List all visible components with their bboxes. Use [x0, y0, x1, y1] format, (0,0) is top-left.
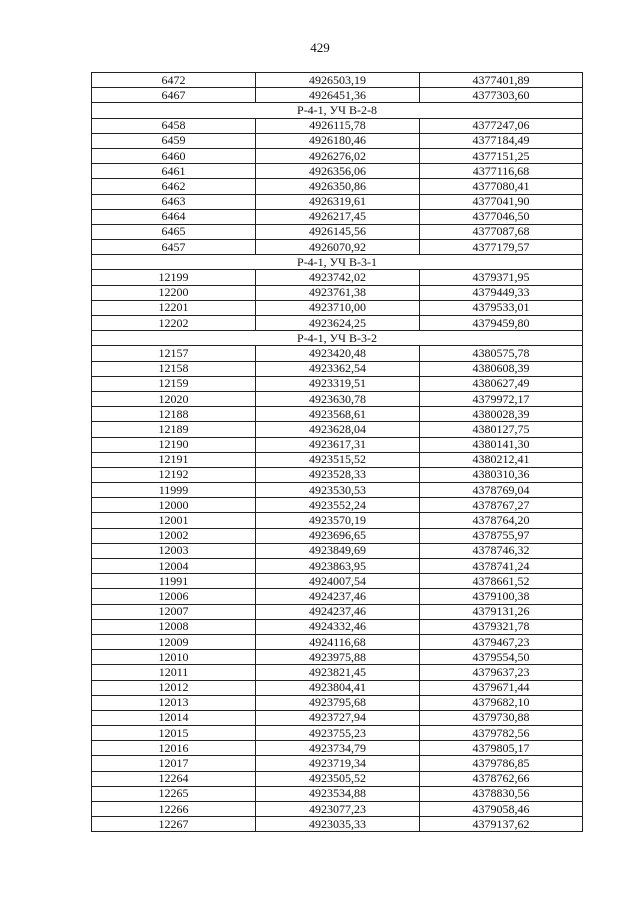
table-row	[92, 133, 583, 148]
x-coordinate-cell: 4923630,78	[256, 391, 420, 406]
point-number-cell: 12192	[92, 467, 256, 482]
y-coordinate-cell: 4377303,60	[420, 88, 583, 103]
point-number-cell: 6472	[92, 73, 256, 88]
x-coordinate-cell: 4923755,23	[256, 726, 420, 741]
x-coordinate-cell: 4923035,33	[256, 817, 420, 832]
table-row	[92, 650, 583, 665]
x-coordinate-cell: 4923742,02	[256, 270, 420, 285]
x-coordinate-cell: 4926180,46	[256, 133, 420, 148]
table-row	[92, 194, 583, 209]
table-row	[92, 483, 583, 498]
table-row	[92, 771, 583, 786]
x-coordinate-cell: 4923319,51	[256, 376, 420, 391]
y-coordinate-cell: 4379321,78	[420, 619, 583, 634]
point-number-cell: 12010	[92, 650, 256, 665]
table-row	[92, 680, 583, 695]
x-coordinate-cell: 4924237,46	[256, 589, 420, 604]
table-row	[92, 710, 583, 725]
point-number-cell: 12001	[92, 513, 256, 528]
x-coordinate-cell: 4923727,94	[256, 710, 420, 725]
table-row	[92, 73, 583, 88]
point-number-cell: 12188	[92, 407, 256, 422]
x-coordinate-cell: 4926276,02	[256, 148, 420, 163]
x-coordinate-cell: 4926319,61	[256, 194, 420, 209]
y-coordinate-cell: 4378830,56	[420, 786, 583, 801]
x-coordinate-cell: 4924237,46	[256, 604, 420, 619]
x-coordinate-cell: 4923568,61	[256, 407, 420, 422]
point-number-cell: 6467	[92, 88, 256, 103]
y-coordinate-cell: 4379131,26	[420, 604, 583, 619]
x-coordinate-cell: 4923863,95	[256, 559, 420, 574]
point-number-cell: 12264	[92, 771, 256, 786]
y-coordinate-cell: 4380575,78	[420, 346, 583, 361]
x-coordinate-cell: 4924332,46	[256, 619, 420, 634]
table-row	[92, 285, 583, 300]
y-coordinate-cell: 4380627,49	[420, 376, 583, 391]
point-number-cell: 12008	[92, 619, 256, 634]
y-coordinate-cell: 4377041,90	[420, 194, 583, 209]
table-row	[92, 741, 583, 756]
table-row	[92, 726, 583, 741]
y-coordinate-cell: 4379682,10	[420, 695, 583, 710]
x-coordinate-cell: 4923617,31	[256, 437, 420, 452]
y-coordinate-cell: 4380212,41	[420, 452, 583, 467]
table-row	[92, 164, 583, 179]
y-coordinate-cell: 4380028,39	[420, 407, 583, 422]
page-number: 429	[310, 40, 330, 55]
table-row	[92, 148, 583, 163]
x-coordinate-cell: 4923821,45	[256, 665, 420, 680]
y-coordinate-cell: 4379467,23	[420, 634, 583, 649]
point-number-cell: 12158	[92, 361, 256, 376]
x-coordinate-cell: 4923362,54	[256, 361, 420, 376]
y-coordinate-cell: 4377401,89	[420, 73, 583, 88]
section-header-row	[92, 103, 583, 118]
y-coordinate-cell: 4377184,49	[420, 133, 583, 148]
x-coordinate-cell: 4923761,38	[256, 285, 420, 300]
x-coordinate-cell: 4923628,04	[256, 422, 420, 437]
x-coordinate-cell: 4926115,78	[256, 118, 420, 133]
y-coordinate-cell: 4379805,17	[420, 741, 583, 756]
point-number-cell: 12009	[92, 634, 256, 649]
table-row	[92, 467, 583, 482]
point-number-cell: 6462	[92, 179, 256, 194]
table-row	[92, 88, 583, 103]
x-coordinate-cell: 4926070,92	[256, 240, 420, 255]
point-number-cell: 12012	[92, 680, 256, 695]
y-coordinate-cell: 4379449,33	[420, 285, 583, 300]
y-coordinate-cell: 4378661,52	[420, 574, 583, 589]
x-coordinate-cell: 4923505,52	[256, 771, 420, 786]
x-coordinate-cell: 4923849,69	[256, 543, 420, 558]
y-coordinate-cell: 4379459,80	[420, 316, 583, 331]
point-number-cell: 6463	[92, 194, 256, 209]
x-coordinate-cell: 4923530,53	[256, 483, 420, 498]
table-row	[92, 513, 583, 528]
table-row	[92, 224, 583, 239]
y-coordinate-cell: 4379782,56	[420, 726, 583, 741]
point-number-cell: 12003	[92, 543, 256, 558]
y-coordinate-cell: 4380608,39	[420, 361, 583, 376]
y-coordinate-cell: 4378767,27	[420, 498, 583, 513]
section-label: Р-4-1, УЧ В-3-1	[92, 255, 583, 270]
point-number-cell: 12017	[92, 756, 256, 771]
y-coordinate-cell: 4379972,17	[420, 391, 583, 406]
table-row	[92, 437, 583, 452]
point-number-cell: 12002	[92, 528, 256, 543]
x-coordinate-cell: 4923528,33	[256, 467, 420, 482]
point-number-cell: 12020	[92, 391, 256, 406]
table-row	[92, 422, 583, 437]
x-coordinate-cell: 4923804,41	[256, 680, 420, 695]
y-coordinate-cell: 4380310,36	[420, 467, 583, 482]
point-number-cell: 12200	[92, 285, 256, 300]
table-row	[92, 634, 583, 649]
point-number-cell: 12014	[92, 710, 256, 725]
coordinates-table-body	[92, 73, 583, 832]
section-header-row	[92, 255, 583, 270]
y-coordinate-cell: 4379533,01	[420, 300, 583, 315]
point-number-cell: 12190	[92, 437, 256, 452]
x-coordinate-cell: 4923975,88	[256, 650, 420, 665]
x-coordinate-cell: 4923420,48	[256, 346, 420, 361]
table-row	[92, 240, 583, 255]
y-coordinate-cell: 4377046,50	[420, 209, 583, 224]
table-row	[92, 786, 583, 801]
x-coordinate-cell: 4923795,68	[256, 695, 420, 710]
point-number-cell: 12007	[92, 604, 256, 619]
y-coordinate-cell: 4379730,88	[420, 710, 583, 725]
table-row	[92, 574, 583, 589]
point-number-cell: 12015	[92, 726, 256, 741]
point-number-cell: 6461	[92, 164, 256, 179]
coordinates-table	[91, 72, 583, 832]
table-row	[92, 346, 583, 361]
table-row	[92, 179, 583, 194]
x-coordinate-cell: 4926145,56	[256, 224, 420, 239]
point-number-cell: 12159	[92, 376, 256, 391]
x-coordinate-cell: 4923570,19	[256, 513, 420, 528]
point-number-cell: 12004	[92, 559, 256, 574]
y-coordinate-cell: 4379100,38	[420, 589, 583, 604]
y-coordinate-cell: 4377151,25	[420, 148, 583, 163]
point-number-cell: 12267	[92, 817, 256, 832]
point-number-cell: 6459	[92, 133, 256, 148]
y-coordinate-cell: 4377116,68	[420, 164, 583, 179]
y-coordinate-cell: 4379371,95	[420, 270, 583, 285]
table-row	[92, 528, 583, 543]
table-row	[92, 118, 583, 133]
x-coordinate-cell: 4923624,25	[256, 316, 420, 331]
y-coordinate-cell: 4378755,97	[420, 528, 583, 543]
point-number-cell: 11999	[92, 483, 256, 498]
point-number-cell: 12201	[92, 300, 256, 315]
point-number-cell: 12191	[92, 452, 256, 467]
point-number-cell: 12157	[92, 346, 256, 361]
table-row	[92, 543, 583, 558]
x-coordinate-cell: 4926217,45	[256, 209, 420, 224]
point-number-cell: 6458	[92, 118, 256, 133]
y-coordinate-cell: 4377087,68	[420, 224, 583, 239]
table-row	[92, 452, 583, 467]
x-coordinate-cell: 4923719,34	[256, 756, 420, 771]
table-row	[92, 361, 583, 376]
y-coordinate-cell: 4379058,46	[420, 802, 583, 817]
point-number-cell: 11991	[92, 574, 256, 589]
section-label: Р-4-1, УЧ В-2-8	[92, 103, 583, 118]
table-row	[92, 316, 583, 331]
x-coordinate-cell: 4923710,00	[256, 300, 420, 315]
point-number-cell: 6457	[92, 240, 256, 255]
y-coordinate-cell: 4378741,24	[420, 559, 583, 574]
table-row	[92, 604, 583, 619]
table-row	[92, 589, 583, 604]
point-number-cell: 12199	[92, 270, 256, 285]
y-coordinate-cell: 4378746,32	[420, 543, 583, 558]
section-label: Р-4-1, УЧ В-3-2	[92, 331, 583, 346]
point-number-cell: 6464	[92, 209, 256, 224]
y-coordinate-cell: 4377247,06	[420, 118, 583, 133]
x-coordinate-cell: 4923552,24	[256, 498, 420, 513]
y-coordinate-cell: 4377080,41	[420, 179, 583, 194]
point-number-cell: 12000	[92, 498, 256, 513]
y-coordinate-cell: 4380141,30	[420, 437, 583, 452]
x-coordinate-cell: 4926356,06	[256, 164, 420, 179]
x-coordinate-cell: 4926503,19	[256, 73, 420, 88]
table-row	[92, 209, 583, 224]
y-coordinate-cell: 4377179,57	[420, 240, 583, 255]
table-row	[92, 391, 583, 406]
point-number-cell: 12011	[92, 665, 256, 680]
point-number-cell: 12016	[92, 741, 256, 756]
x-coordinate-cell: 4926451,36	[256, 88, 420, 103]
y-coordinate-cell: 4379554,50	[420, 650, 583, 665]
table-row	[92, 270, 583, 285]
y-coordinate-cell: 4380127,75	[420, 422, 583, 437]
point-number-cell: 12189	[92, 422, 256, 437]
x-coordinate-cell: 4923515,52	[256, 452, 420, 467]
point-number-cell: 12013	[92, 695, 256, 710]
x-coordinate-cell: 4923534,88	[256, 786, 420, 801]
table-row	[92, 817, 583, 832]
y-coordinate-cell: 4379637,23	[420, 665, 583, 680]
point-number-cell: 12006	[92, 589, 256, 604]
x-coordinate-cell: 4926350,86	[256, 179, 420, 194]
x-coordinate-cell: 4923734,79	[256, 741, 420, 756]
point-number-cell: 6465	[92, 224, 256, 239]
point-number-cell: 12266	[92, 802, 256, 817]
table-row	[92, 559, 583, 574]
point-number-cell: 6460	[92, 148, 256, 163]
y-coordinate-cell: 4379137,62	[420, 817, 583, 832]
table-row	[92, 407, 583, 422]
table-row	[92, 756, 583, 771]
table-row	[92, 695, 583, 710]
y-coordinate-cell: 4378769,04	[420, 483, 583, 498]
x-coordinate-cell: 4924007,54	[256, 574, 420, 589]
point-number-cell: 12202	[92, 316, 256, 331]
table-row	[92, 619, 583, 634]
table-row	[92, 802, 583, 817]
table-row	[92, 300, 583, 315]
x-coordinate-cell: 4924116,68	[256, 634, 420, 649]
table-row	[92, 665, 583, 680]
section-header-row	[92, 331, 583, 346]
y-coordinate-cell: 4378762,66	[420, 771, 583, 786]
x-coordinate-cell: 4923696,65	[256, 528, 420, 543]
x-coordinate-cell: 4923077,23	[256, 802, 420, 817]
y-coordinate-cell: 4378764,20	[420, 513, 583, 528]
point-number-cell: 12265	[92, 786, 256, 801]
y-coordinate-cell: 4379671,44	[420, 680, 583, 695]
table-row	[92, 376, 583, 391]
table-row	[92, 498, 583, 513]
y-coordinate-cell: 4379786,85	[420, 756, 583, 771]
